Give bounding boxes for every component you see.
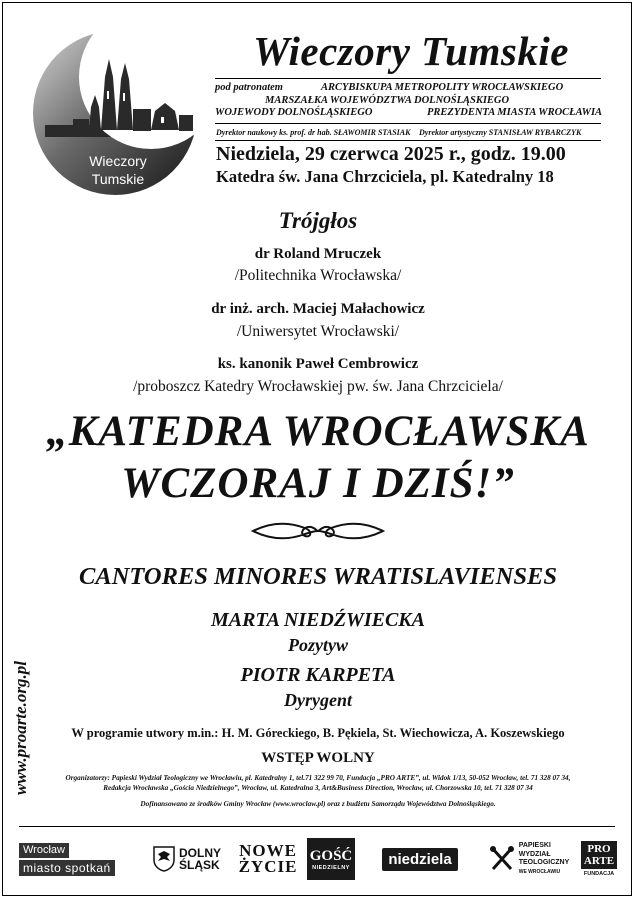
nowe-zycie-logo bbox=[239, 836, 297, 882]
funding-note: Dofinansowano ze środków Gminy Wrocław (www.wroclaw.pl) oraz z budżetu Samorządu Województwa Dolnośląskiego. bbox=[140, 800, 496, 808]
speaker-2-name: dr inż. arch. Maciej Małachowicz bbox=[211, 301, 425, 317]
wroclaw-logo-bottom: miasto spotkań bbox=[19, 860, 115, 876]
pro-arte-logo bbox=[581, 833, 617, 885]
website-vertical[interactable] bbox=[9, 643, 33, 813]
header-rule bbox=[215, 78, 601, 79]
performer-2-role: Dyrygent bbox=[284, 690, 352, 710]
website-link[interactable]: www.proarte.org.pl bbox=[11, 661, 30, 795]
patron-archbishop: ARCYBISKUPA METROPOLITY WROCŁAWSKIEGO bbox=[321, 82, 564, 93]
patron-rule bbox=[215, 123, 601, 124]
organizers-line2: Redakcja Wrocławska „Gościa Niedzielnego”, Wrocław, ul. Katedralna 3, Art&Business Direction, Wrocław, ul. Chorzowska 10, tel. 71 328 07 34 bbox=[103, 784, 533, 792]
pwt-logo bbox=[483, 836, 575, 882]
headline-line2: WCZORAJ I DZIŚ!” bbox=[121, 460, 515, 507]
ornament-flourish-icon bbox=[251, 518, 385, 544]
crossed-keys-icon bbox=[489, 845, 515, 873]
patron-voivode: WOJEWODY DOLNOŚLĄSKIEGO bbox=[215, 107, 373, 118]
eagle-shield-icon bbox=[153, 846, 175, 872]
dolny-slask-line1: DOLNY bbox=[179, 846, 221, 860]
logo-text-line2: Tumskie bbox=[91, 171, 145, 187]
patron-mayor: PREZYDENTA MIASTA WROCŁAWIA bbox=[427, 107, 603, 118]
gosc-niedzielny-logo bbox=[307, 838, 355, 880]
pro-arte-line2: ARTE bbox=[583, 855, 615, 867]
pwt-line3: TEOLOGICZNY bbox=[518, 859, 570, 866]
free-entry: WSTĘP WOLNY bbox=[261, 750, 375, 766]
dolny-slask-logo bbox=[143, 836, 231, 882]
speaker-1-name: dr Roland Mruczek bbox=[254, 246, 382, 262]
program-list: W programie utwory m.in.: H. M. Góreckiego, B. Pękiela, St. Wiechowicza, A. Koszewskiego bbox=[71, 726, 565, 740]
speaker-3-name: ks. kanonik Paweł Cembrowicz bbox=[217, 356, 419, 372]
series-title: Wieczory Tumskie bbox=[253, 28, 569, 74]
discussion-title: Trójgłos bbox=[278, 208, 358, 233]
wroclaw-logo bbox=[19, 836, 131, 882]
dolny-slask-line2: ŚLĄSK bbox=[179, 858, 220, 872]
speaker-3-affiliation: /proboszcz Katedry Wrocławskiej pw. św. Jana Chrzciciela/ bbox=[133, 378, 503, 395]
patronage-label: pod patronatem bbox=[215, 82, 283, 93]
gosc-title: GOŚĆ bbox=[309, 847, 353, 864]
speaker-2-affiliation: /Uniwersytet Wrocławski/ bbox=[236, 323, 400, 340]
event-venue: Katedra św. Jana Chrzciciela, pl. Katedralny 18 bbox=[216, 167, 554, 186]
patron-marshal: MARSZAŁKA WOJEWÓDZTWA DOLNOŚLĄSKIEGO bbox=[265, 95, 510, 106]
pwt-line1: PAPIESKI bbox=[518, 842, 551, 849]
choir-name: CANTORES MINORES WRATISLAVIENSES bbox=[79, 563, 557, 590]
gosc-subtitle: NIEDZIELNY bbox=[312, 864, 350, 871]
director-rule bbox=[215, 140, 601, 141]
headline-line1: „KATEDRA WROCŁAWSKA bbox=[46, 408, 590, 455]
niedziela-logo bbox=[371, 836, 469, 882]
performer-1-name: MARTA NIEDŹWIECKA bbox=[211, 609, 425, 631]
poster bbox=[2, 2, 632, 896]
event-date: Niedziela, 29 czerwca 2025 r., godz. 19.00 bbox=[216, 143, 566, 165]
performer-2-name: PIOTR KARPETA bbox=[240, 664, 396, 686]
pro-arte-line1: PRO bbox=[587, 843, 611, 855]
logo-text-line1: Wieczory bbox=[89, 153, 147, 169]
niedziela-text: niedziela bbox=[382, 848, 457, 871]
performer-1-role: Pozytyw bbox=[288, 635, 348, 655]
pro-arte-line3: FUNDACJA bbox=[583, 871, 615, 877]
wieczory-tumskie-logo bbox=[33, 25, 213, 200]
nowe-zycie-line1: NOWE bbox=[239, 841, 297, 860]
nowe-zycie-line2: ŻYCIE bbox=[238, 857, 298, 876]
footer-rule bbox=[19, 826, 615, 827]
wroclaw-logo-top: Wrocław bbox=[19, 843, 69, 858]
speaker-1-affiliation: /Politechnika Wrocławska/ bbox=[234, 267, 402, 284]
director-artistic: Dyrektor artystyczny STANISŁAW RYBARCZYK bbox=[419, 128, 582, 137]
pwt-line4: WE WROCŁAWIU bbox=[518, 868, 561, 875]
director-scientific: Dyrektor naukowy ks. prof. dr hab. SŁAWOMIR STASIAK bbox=[216, 128, 411, 137]
organizers-line1: Organizatorzy: Papieski Wydział Teologiczny we Wrocławiu, pl. Katedralny 1, tel.71 322 99 70, Fundacja „PRO ARTE”, ul. Widok 1/13, 50-052 Wrocław, tel. 71 328 07 34, bbox=[65, 774, 571, 782]
pwt-line2: WYDZIAŁ bbox=[518, 850, 551, 858]
